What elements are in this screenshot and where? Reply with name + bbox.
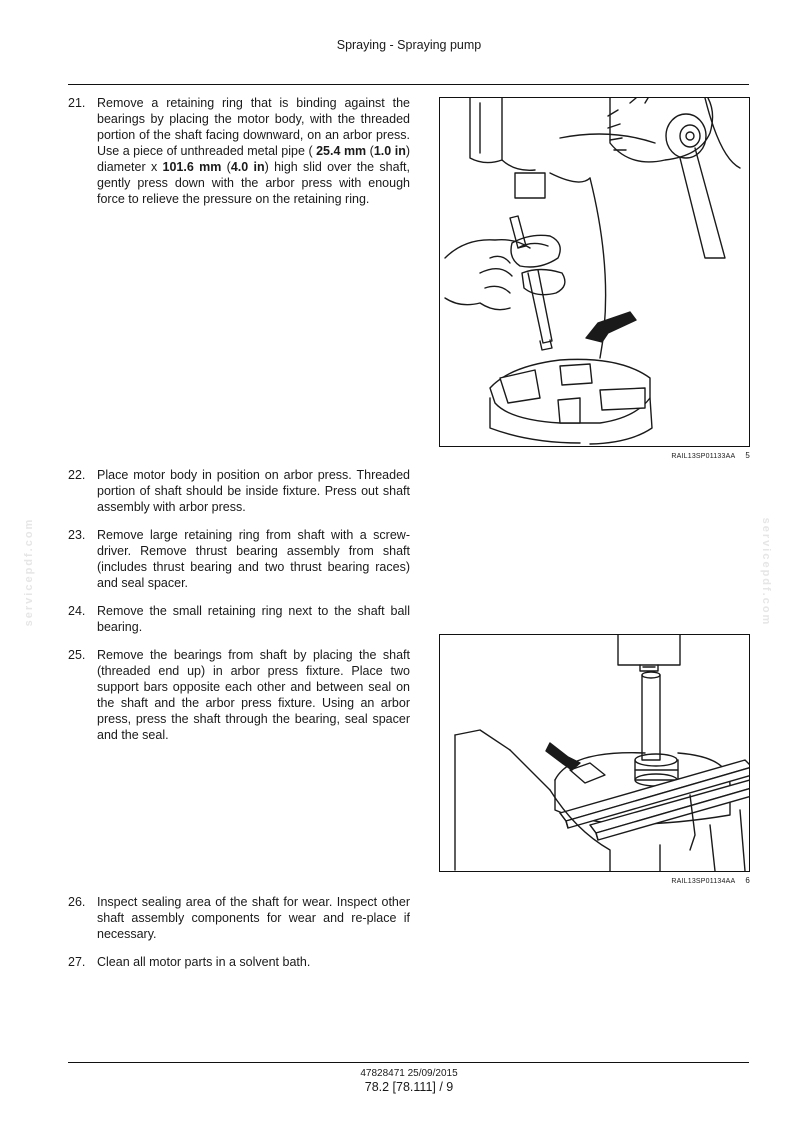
step-text-bold: 101.6 mm (162, 160, 222, 174)
step-item (68, 647, 410, 743)
step-number: 26. (68, 895, 86, 909)
figure-6-caption (600, 876, 750, 885)
step-text-run: ( (221, 160, 231, 174)
step-item (68, 95, 410, 207)
figure-6-number: 6 (745, 876, 750, 885)
figure-6-illustration (439, 634, 750, 872)
step-text-bold: 4.0 in (230, 160, 265, 174)
step-item (68, 894, 410, 942)
watermark-left: servicepdf.com (23, 517, 35, 627)
figure-5-code: RAIL13SP01133AA (671, 453, 736, 460)
step-number: 24. (68, 604, 86, 618)
step-number: 25. (68, 648, 86, 662)
step-number: 23. (68, 528, 86, 542)
step-text-run: Remove a retaining ring that is binding against the bearings by placing the motor body, with the threaded portion of the shaft facing downward, on an arbor press. Use a piece of unthreaded metal pipe ( (97, 96, 410, 158)
footer-rule (68, 1062, 749, 1063)
step-text (97, 96, 410, 206)
figure-5-number: 5 (745, 451, 750, 460)
step-item (68, 954, 410, 970)
step-text-bold: 25.4 mm (316, 144, 367, 158)
step-text-run: Place motor body in position on arbor press. Threaded portion of shaft should be inside fixture. Press out shaft assembly with arbor press. (97, 468, 410, 514)
step-text-run: Remove the small retaining ring next to the shaft ball bearing. (97, 604, 410, 634)
figure-6-code: RAIL13SP01134AA (671, 878, 736, 885)
step-item (68, 527, 410, 591)
step-text-run: ( (366, 144, 374, 158)
step-text-run: Remove large retaining ring from shaft with a screw-driver. Remove thrust bearing assembly from shaft (includes thrust bearing and two thrust bearing races) and seal spacer. (97, 528, 410, 590)
step-text-bold: 1.0 in (373, 144, 406, 158)
step-item (68, 467, 410, 515)
step-text (97, 604, 410, 634)
step-text-run: ) diameter x (97, 144, 411, 174)
step-text-run: Remove the bearings from shaft by placing the shaft (threaded end up) in arbor press fixture. Place two support bars opposite each other and between seal on the shaft and the arbor press fixture. Using an arbor press, press the shaft through the bearing, seal spacer and the seal. (97, 648, 410, 742)
step-text-run: Inspect sealing area of the shaft for wear. Inspect other shaft assembly components for wear and re-place if necessary. (97, 895, 410, 941)
step-text (97, 895, 410, 941)
step-text (97, 955, 310, 969)
step-item (68, 603, 410, 635)
step-list-2 (68, 467, 410, 743)
step-text (97, 528, 410, 590)
step-number: 27. (68, 955, 86, 969)
step-number: 21. (68, 96, 86, 110)
figure-5-illustration (439, 97, 750, 447)
step-list-1 (68, 95, 410, 207)
watermark-right: servicepdf.com (760, 517, 772, 627)
figure-5-caption (600, 451, 750, 460)
step-text (97, 648, 410, 742)
step-text (97, 468, 410, 514)
step-text-run: ) high slid over the shaft, gently press down with the arbor press with enough force to relieve the pressure on the retaining ring. (97, 160, 410, 206)
step-list-3 (68, 894, 410, 970)
footer-doc-reference: 47828471 25/09/2015 (360, 1068, 458, 1079)
header-rule (68, 84, 749, 85)
footer-page-number: 78.2 [78.111] / 9 (364, 1080, 454, 1094)
step-text-run: Clean all motor parts in a solvent bath. (97, 955, 311, 969)
step-number: 22. (68, 468, 86, 482)
page-header-title: Spraying - Spraying pump (336, 38, 482, 52)
